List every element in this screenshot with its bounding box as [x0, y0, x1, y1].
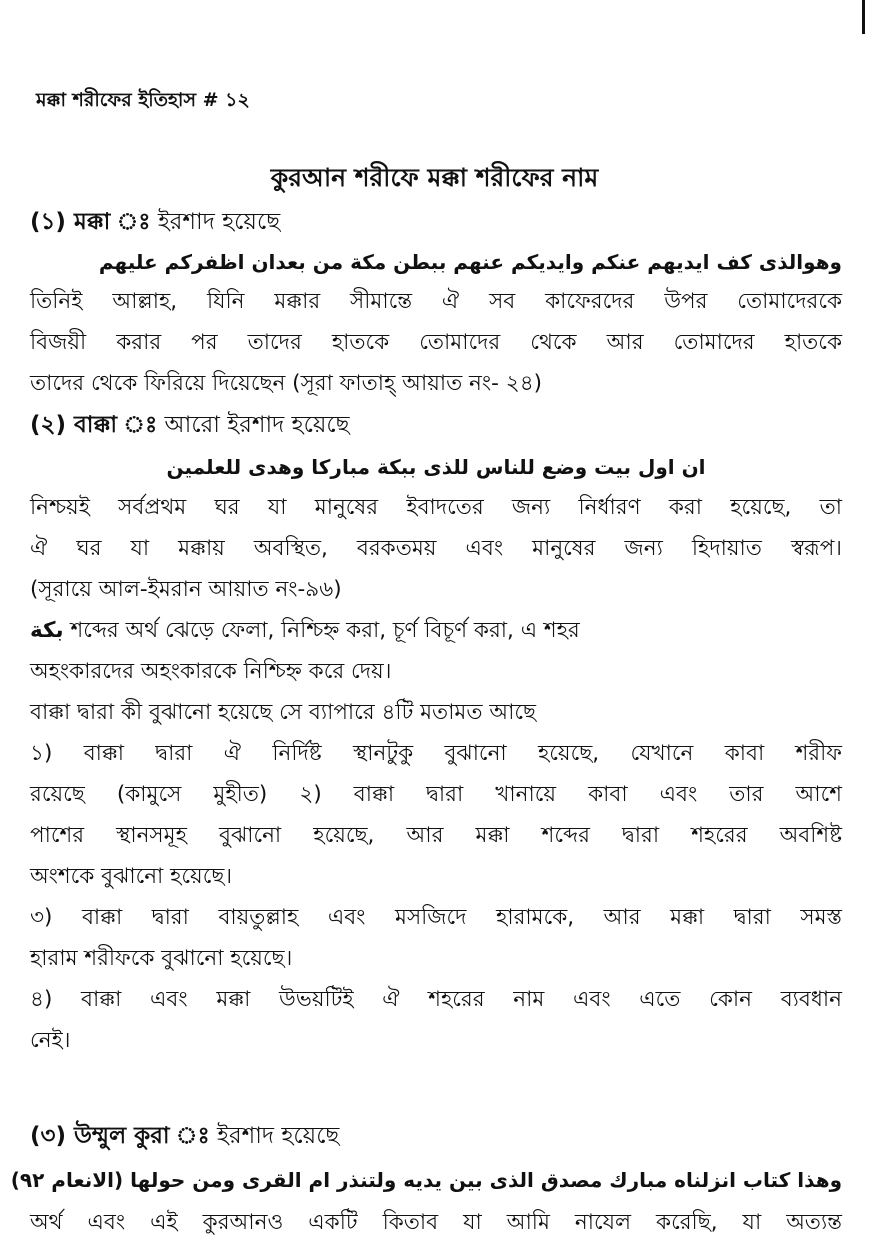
page-edge-mark [862, 0, 865, 34]
chapter-title: কুরআন শরীফে মক্কা শরীফের নাম [270, 163, 599, 192]
bakka-meaning-line-2: অহংকারদের অহংকারকে নিশ্চিহ্ন করে দেয়। [30, 659, 392, 684]
opinion-line: পাশের স্থানসমূহ বুঝানো হয়েছে, আর মক্কা শব্দের দ্বারা শহরের অবশিষ্ট [30, 823, 842, 848]
section-2-line: (সূরায়ে আল-ইমরান আয়াত নং-৯৬) [30, 577, 342, 602]
section-3-heading-text: ইরশাদ হয়েছে [217, 1123, 340, 1149]
section-2-heading-text: আরো ইরশাদ হয়েছে [164, 412, 350, 438]
section-1-line: তিনিই আল্লাহ, যিনি মক্কার সীমান্তে ঐ সব কাফেরদের উপর তোমাদেরকে [30, 289, 842, 314]
opinion-line: অংশকে বুঝানো হয়েছে। [30, 864, 233, 889]
section-2-arabic-verse: ان اول بيت وضع للناس للذى ببكة مباركا وهدى للعلمين [166, 455, 706, 479]
opinion-line: নেই। [30, 1028, 71, 1053]
section-1-line: বিজয়ী করার পর তাদের হাতকে তোমাদের থেকে আর তোমাদের হাতকে [30, 330, 842, 355]
section-1-heading-text: ইরশাদ হয়েছে [157, 209, 281, 235]
opinion-line: ৪) বাক্কা এবং মক্কা উভয়টিই ঐ শহরের নাম এবং এতে কোন ব্যবধান [30, 987, 842, 1012]
section-3-heading [30, 1118, 842, 1154]
opinion-line: হারাম শরীফকে বুঝানো হয়েছে। [30, 946, 293, 971]
section-2-heading [30, 407, 842, 443]
section-1-arabic-verse: وهوالذى كف ايديهم عنكم وايديكم عنهم ببطن مكة من بعدان اظفركم عليهم [98, 250, 842, 274]
section-3-line: অর্থ এবং এই কুরআনও একটি কিতাব যা আমি নাযেল করেছি, যা অত্যন্ত [30, 1210, 842, 1235]
opinion-line: ৩) বাক্কা দ্বারা বায়তুল্লাহ এবং মসজিদে হারামকে, আর মক্কা দ্বারা সমস্ত [30, 905, 842, 930]
bakka-arabic-word: بكة [30, 618, 64, 643]
section-1-line: তাদের থেকে ফিরিয়ে দিয়েছেন (সূরা ফাতাহ্‌ আয়াত নং- ২৪) [30, 371, 543, 396]
bakka-meaning-line [30, 613, 842, 649]
section-3-name: (৩) উম্মুল কুরা ঃ [30, 1123, 210, 1149]
opinion-line: রয়েছে (কামুসে মুহীত) ২) বাক্কা দ্বারা খানায়ে কাবা এবং তার আশে [30, 782, 842, 807]
section-2-name: (২) বাক্কা ঃ [30, 412, 158, 438]
section-2-line: নিশ্চয়ই সর্বপ্রথম ঘর যা মানুষের ইবাদতের জন্য নির্ধারণ করা হয়েছে, তা [30, 495, 842, 520]
opinion-line: ১) বাক্কা দ্বারা ঐ নির্দিষ্ট স্থানটুকু বুঝানো হয়েছে, যেখানে কাবা শরীফ [30, 741, 842, 766]
bakka-meaning-text: শব্দের অর্থ ঝেড়ে ফেলা, নিশ্চিহ্ন করা, চূর্ণ বিচূর্ণ করা, এ শহর [70, 618, 580, 643]
section-3-arabic-verse: وهذا كتاب انزلناه مبارك مصدق الذى بين يديه ولتنذر ام القرى ومن حولها (الانعام ٩٢) [10, 1168, 842, 1192]
section-1-heading [30, 204, 842, 240]
running-head: মক্কা শরীফের ইতিহাস # ১২ [36, 89, 250, 111]
opinions-intro: বাক্কা দ্বারা কী বুঝানো হয়েছে সে ব্যাপারে ৪টি মতামত আছে [30, 700, 537, 725]
section-2-line: ঐ ঘর যা মক্কায় অবস্থিত, বরকতময় এবং মানুষের জন্য হিদায়াত স্বরূপ। [30, 536, 842, 561]
section-1-name: (১) মক্কা ঃ [30, 209, 151, 235]
